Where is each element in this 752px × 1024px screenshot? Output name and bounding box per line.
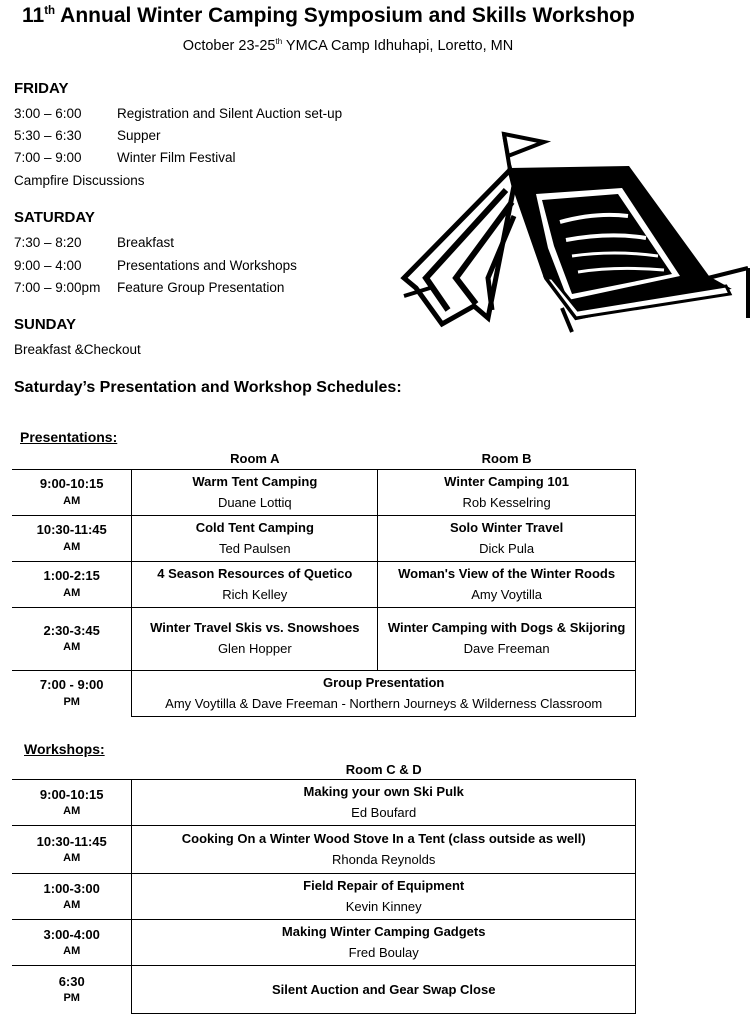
saturday-heading: SATURDAY [14, 209, 95, 226]
time-range: 9:00-10:15 [39, 786, 104, 802]
group-presentation-session [132, 670, 636, 716]
room-b-header: Room B [481, 451, 532, 467]
table-row [12, 515, 636, 561]
table-row [12, 874, 636, 920]
title-number: 11 [22, 4, 45, 27]
session-title: Silent Auction and Gear Swap Close [271, 981, 496, 997]
time-cell [12, 780, 132, 826]
item-event: Winter Film Festival [117, 150, 236, 165]
session-title: Woman's View of the Winter Roods [398, 565, 616, 581]
time-range: 9:00-10:15 [39, 476, 104, 492]
session-speaker: Rob Kesselring [462, 494, 551, 510]
session-speaker: Rhonda Reynolds [332, 852, 436, 867]
friday-note: Campfire Discussions [14, 173, 145, 188]
workshop-session [132, 966, 636, 1014]
session-title: 4 Season Resources of Quetico [157, 565, 353, 581]
time-period: AM [63, 852, 81, 865]
friday-item [14, 106, 342, 121]
time-period: AM [63, 540, 81, 553]
time-period: AM [63, 945, 81, 958]
workshop-session [132, 920, 636, 966]
item-time: 7:00 – 9:00 [14, 150, 82, 165]
room-cd-header: Room C & D [345, 762, 422, 777]
session-speaker: Fred Boulay [348, 945, 419, 960]
session-speaker: Ted Paulsen [219, 540, 291, 556]
item-event: Registration and Silent Auction set-up [117, 106, 343, 121]
room-a-session [132, 607, 378, 670]
session-title: Winter Camping 101 [444, 473, 570, 489]
workshop-session [132, 780, 636, 826]
time-range: 7:00 - 9:00 [39, 677, 104, 693]
session-speaker: Duane Lottiq [217, 494, 292, 510]
saturday-item [14, 280, 284, 295]
time-range: 3:00-4:00 [43, 926, 100, 942]
table-row [12, 780, 636, 826]
saturday-item [14, 258, 297, 273]
table-row [12, 469, 636, 515]
workshop-session [132, 874, 636, 920]
item-time: 7:30 – 8:20 [14, 235, 82, 250]
session-title: Winter Camping with Dogs & Skijoring [387, 620, 626, 636]
time-range: 1:00-2:15 [43, 568, 100, 584]
time-range: 6:30 [58, 973, 85, 989]
subtitle-location: YMCA Camp Idhuhapi, Loretto, MN [282, 38, 514, 54]
room-b-session [378, 561, 636, 607]
session-speaker: Glen Hopper [217, 641, 292, 656]
schedules-heading: Saturday’s Presentation and Workshop Schedules: [14, 379, 402, 396]
item-time: 7:00 – 9:00pm [14, 280, 101, 295]
item-event: Supper [117, 128, 161, 143]
time-range: 10:30-11:45 [36, 833, 107, 849]
time-cell [12, 966, 132, 1014]
session-speaker: Amy Voytilla [471, 586, 542, 602]
presentations-table [12, 451, 636, 717]
table-row [12, 670, 636, 716]
friday-heading: FRIDAY [14, 80, 69, 97]
workshop-session [132, 826, 636, 874]
time-range: 2:30-3:45 [43, 622, 100, 638]
time-cell [12, 515, 132, 561]
table-row [12, 920, 636, 966]
sunday-note: Breakfast &Checkout [14, 342, 141, 357]
room-a-session [132, 561, 378, 607]
tent-icon [396, 128, 752, 338]
session-title: Cold Tent Camping [195, 519, 314, 535]
time-cell [12, 826, 132, 874]
room-b-session [378, 607, 636, 670]
session-title: Making your own Ski Pulk [303, 784, 464, 800]
session-title: Cooking On a Winter Wood Stove In a Tent (class outside as well) [181, 831, 586, 847]
item-time: 5:30 – 6:30 [14, 128, 82, 143]
time-period: AM [63, 805, 81, 818]
session-title: Warm Tent Camping [192, 473, 318, 489]
time-cell [12, 670, 132, 716]
title-ordinal: th [44, 5, 56, 17]
item-event: Feature Group Presentation [117, 280, 285, 295]
session-speaker: Rich Kelley [222, 586, 288, 602]
saturday-item [14, 235, 174, 250]
session-title: Making Winter Camping Gadgets [281, 924, 486, 940]
time-period: AM [63, 494, 81, 507]
subtitle-dates: October 23-25 [182, 38, 276, 54]
workshops-heading: Workshops: [24, 741, 105, 757]
event-subtitle [0, 38, 696, 54]
subtitle-ordinal: th [275, 37, 283, 47]
session-speaker: Kevin Kinney [345, 899, 422, 914]
time-period: AM [63, 899, 81, 912]
item-event: Presentations and Workshops [117, 258, 297, 273]
friday-item [14, 128, 161, 143]
page-title [22, 4, 752, 28]
session-title: Winter Travel Skis vs. Snowshoes [150, 620, 360, 636]
session-title: Field Repair of Equipment [303, 878, 465, 894]
session-speaker: Ed Boufard [351, 805, 417, 820]
room-b-session [378, 469, 636, 515]
time-period: PM [63, 695, 80, 708]
time-period: AM [63, 641, 81, 654]
session-title: Solo Winter Travel [449, 519, 564, 535]
room-a-header: Room A [230, 451, 280, 467]
time-period: PM [63, 992, 80, 1005]
item-time: 3:00 – 6:00 [14, 106, 82, 121]
presentations-heading: Presentations: [20, 429, 118, 445]
item-time: 9:00 – 4:00 [14, 258, 82, 273]
table-row [12, 966, 636, 1014]
table-row [12, 607, 636, 670]
session-speaker: Dave Freeman [463, 641, 550, 656]
table-row [12, 561, 636, 607]
time-range: 10:30-11:45 [36, 522, 107, 538]
friday-item [14, 150, 236, 165]
room-b-session [378, 515, 636, 561]
session-speaker: Amy Voytilla & Dave Freeman - Northern Journeys & Wilderness Classroom [165, 695, 603, 711]
room-a-session [132, 469, 378, 515]
session-speaker: Dick Pula [479, 540, 535, 556]
time-cell [12, 607, 132, 670]
table-row [12, 826, 636, 874]
time-cell [12, 874, 132, 920]
title-text: Annual Winter Camping Symposium and Skills Workshop [55, 4, 635, 27]
room-a-session [132, 515, 378, 561]
time-cell [12, 469, 132, 515]
time-cell [12, 561, 132, 607]
time-cell [12, 920, 132, 966]
sunday-heading: SUNDAY [14, 316, 76, 333]
time-range: 1:00-3:00 [43, 880, 100, 896]
session-title: Group Presentation [323, 674, 445, 690]
item-event: Breakfast [117, 235, 175, 250]
time-period: AM [63, 586, 81, 599]
workshops-table [12, 762, 636, 1014]
